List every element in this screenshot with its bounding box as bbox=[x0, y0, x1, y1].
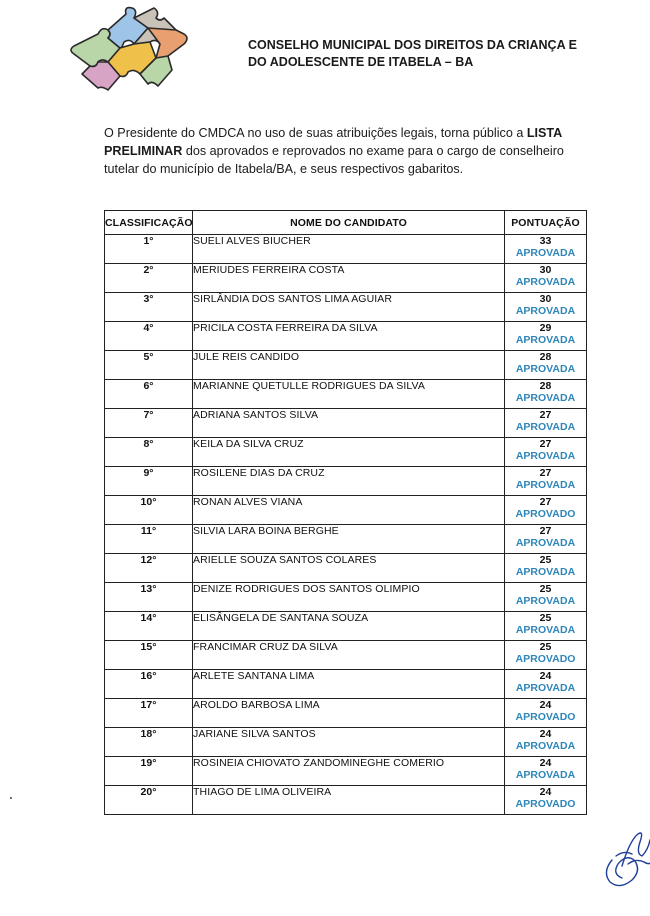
rank-cell: 8° bbox=[105, 438, 193, 467]
results-table bbox=[104, 210, 587, 815]
table-row bbox=[105, 641, 587, 670]
table-header-row bbox=[105, 211, 587, 235]
table-row bbox=[105, 757, 587, 786]
rank-cell: 19° bbox=[105, 757, 193, 786]
score-value: 25 bbox=[539, 641, 552, 653]
score-cell bbox=[505, 583, 587, 612]
score-cell bbox=[505, 525, 587, 554]
table-row bbox=[105, 612, 587, 641]
status-badge: APROVADO bbox=[515, 653, 576, 665]
score-cell bbox=[505, 322, 587, 351]
table-row bbox=[105, 351, 587, 380]
score-value: 24 bbox=[539, 670, 552, 682]
status-badge: APROVADA bbox=[515, 479, 576, 491]
candidate-name-cell: DENIZE RODRIGUES DOS SANTOS OLIMPIO bbox=[193, 583, 505, 612]
candidate-name-cell: PRICILA COSTA FERREIRA DA SILVA bbox=[193, 322, 505, 351]
score-value: 24 bbox=[539, 728, 552, 740]
intro-text-end: dos aprovados e reprovados no exame para o cargo de conselheiro tutelar do município de Itabela/BA, e seus respectivos gabaritos. bbox=[104, 144, 564, 176]
status-badge: APROVADA bbox=[515, 624, 576, 636]
score-cell bbox=[505, 554, 587, 583]
margin-dot bbox=[10, 797, 12, 799]
candidate-name-cell: MARIANNE QUETULLE RODRIGUES DA SILVA bbox=[193, 380, 505, 409]
table-row bbox=[105, 467, 587, 496]
score-value: 27 bbox=[539, 438, 552, 450]
candidate-name-cell: SUELI ALVES BIUCHER bbox=[193, 235, 505, 264]
score-cell bbox=[505, 380, 587, 409]
status-badge: APROVADA bbox=[515, 392, 576, 404]
rank-cell: 5° bbox=[105, 351, 193, 380]
score-value: 24 bbox=[539, 757, 552, 769]
intro-text-start: O Presidente do CMDCA no uso de suas atribuições legais, torna público a bbox=[104, 126, 527, 140]
candidate-name-cell: JULE REIS CANDIDO bbox=[193, 351, 505, 380]
score-value: 25 bbox=[539, 612, 552, 624]
score-cell bbox=[505, 641, 587, 670]
score-value: 25 bbox=[539, 554, 552, 566]
document-title: CONSELHO MUNICIPAL DOS DIREITOS DA CRIANÇA E DO ADOLESCENTE DE ITABELA – BA bbox=[248, 38, 577, 69]
score-value: 33 bbox=[539, 235, 552, 247]
score-cell bbox=[505, 409, 587, 438]
rank-cell: 15° bbox=[105, 641, 193, 670]
candidate-name-cell: JARIANE SILVA SANTOS bbox=[193, 728, 505, 757]
candidate-name-cell: ELISÂNGELA DE SANTANA SOUZA bbox=[193, 612, 505, 641]
signature-icon bbox=[598, 820, 650, 892]
rank-cell: 16° bbox=[105, 670, 193, 699]
table-row bbox=[105, 728, 587, 757]
status-badge: APROVADA bbox=[515, 363, 576, 375]
table-row bbox=[105, 438, 587, 467]
table-row bbox=[105, 525, 587, 554]
header-pontuacao: PONTUAÇÃO bbox=[505, 211, 587, 235]
status-badge: APROVADA bbox=[515, 334, 576, 346]
score-cell bbox=[505, 438, 587, 467]
rank-cell: 11° bbox=[105, 525, 193, 554]
rank-cell: 3° bbox=[105, 293, 193, 322]
candidate-name-cell: SIRLÂNDIA DOS SANTOS LIMA AGUIAR bbox=[193, 293, 505, 322]
candidate-name-cell: MERIUDES FERREIRA COSTA bbox=[193, 264, 505, 293]
table-row bbox=[105, 409, 587, 438]
score-value: 27 bbox=[539, 467, 552, 479]
score-cell bbox=[505, 757, 587, 786]
score-cell bbox=[505, 351, 587, 380]
score-cell bbox=[505, 496, 587, 525]
status-badge: APROVADA bbox=[515, 682, 576, 694]
rank-cell: 18° bbox=[105, 728, 193, 757]
header-classificacao: CLASSIFICAÇÃO bbox=[105, 211, 193, 235]
score-cell bbox=[505, 235, 587, 264]
table-row bbox=[105, 699, 587, 728]
rank-cell: 4° bbox=[105, 322, 193, 351]
status-badge: APROVADA bbox=[515, 305, 576, 317]
score-cell bbox=[505, 670, 587, 699]
table-row bbox=[105, 293, 587, 322]
rank-cell: 10° bbox=[105, 496, 193, 525]
rank-cell: 14° bbox=[105, 612, 193, 641]
rank-cell: 12° bbox=[105, 554, 193, 583]
score-cell bbox=[505, 728, 587, 757]
rank-cell: 6° bbox=[105, 380, 193, 409]
candidate-name-cell: ADRIANA SANTOS SILVA bbox=[193, 409, 505, 438]
intro-paragraph bbox=[104, 124, 574, 178]
score-cell bbox=[505, 699, 587, 728]
rank-cell: 13° bbox=[105, 583, 193, 612]
table-row bbox=[105, 670, 587, 699]
score-value: 25 bbox=[539, 583, 552, 595]
score-value: 28 bbox=[539, 351, 552, 363]
score-value: 24 bbox=[539, 786, 552, 798]
table-row bbox=[105, 235, 587, 264]
status-badge: APROVADA bbox=[515, 421, 576, 433]
score-cell bbox=[505, 786, 587, 815]
intro-bold-text: LISTA PRELIMINAR bbox=[104, 126, 562, 158]
puzzle-pieces-logo-icon bbox=[68, 4, 194, 94]
candidate-name-cell: ROSINEIA CHIOVATO ZANDOMINEGHE COMERIO bbox=[193, 757, 505, 786]
score-value: 28 bbox=[539, 380, 552, 392]
table-row bbox=[105, 786, 587, 815]
score-cell bbox=[505, 264, 587, 293]
status-badge: APROVADA bbox=[515, 740, 576, 752]
score-cell bbox=[505, 612, 587, 641]
candidate-name-cell: ARLETE SANTANA LIMA bbox=[193, 670, 505, 699]
candidate-name-cell: FRANCIMAR CRUZ DA SILVA bbox=[193, 641, 505, 670]
score-value: 27 bbox=[539, 496, 552, 508]
score-cell bbox=[505, 467, 587, 496]
status-badge: APROVADO bbox=[515, 711, 576, 723]
rank-cell: 7° bbox=[105, 409, 193, 438]
table-row bbox=[105, 496, 587, 525]
rank-cell: 2° bbox=[105, 264, 193, 293]
status-badge: APROVADA bbox=[515, 247, 576, 259]
candidate-name-cell: ARIELLE SOUZA SANTOS COLARES bbox=[193, 554, 505, 583]
status-badge: APROVADA bbox=[515, 537, 576, 549]
score-value: 24 bbox=[539, 699, 552, 711]
table-row bbox=[105, 583, 587, 612]
score-cell bbox=[505, 293, 587, 322]
table-row bbox=[105, 322, 587, 351]
table-row bbox=[105, 380, 587, 409]
candidate-name-cell: ROSILENE DIAS DA CRUZ bbox=[193, 467, 505, 496]
status-badge: APROVADA bbox=[515, 769, 576, 781]
status-badge: APROVADA bbox=[515, 276, 576, 288]
candidate-name-cell: RONAN ALVES VIANA bbox=[193, 496, 505, 525]
score-value: 27 bbox=[539, 525, 552, 537]
rank-cell: 20° bbox=[105, 786, 193, 815]
table-row bbox=[105, 264, 587, 293]
score-value: 30 bbox=[539, 293, 552, 305]
status-badge: APROVADA bbox=[515, 595, 576, 607]
score-value: 30 bbox=[539, 264, 552, 276]
candidate-name-cell: KEILA DA SILVA CRUZ bbox=[193, 438, 505, 467]
score-value: 29 bbox=[539, 322, 552, 334]
status-badge: APROVADA bbox=[515, 566, 576, 578]
status-badge: APROVADA bbox=[515, 450, 576, 462]
table-row bbox=[105, 554, 587, 583]
rank-cell: 1° bbox=[105, 235, 193, 264]
candidate-name-cell: THIAGO DE LIMA OLIVEIRA bbox=[193, 786, 505, 815]
rank-cell: 9° bbox=[105, 467, 193, 496]
score-value: 27 bbox=[539, 409, 552, 421]
rank-cell: 17° bbox=[105, 699, 193, 728]
status-badge: APROVADO bbox=[515, 798, 576, 810]
candidate-name-cell: AROLDO BARBOSA LIMA bbox=[193, 699, 505, 728]
header-nome-candidato: NOME DO CANDIDATO bbox=[193, 211, 505, 235]
status-badge: APROVADO bbox=[515, 508, 576, 520]
candidate-name-cell: SILVIA LARA BOINA BERGHE bbox=[193, 525, 505, 554]
